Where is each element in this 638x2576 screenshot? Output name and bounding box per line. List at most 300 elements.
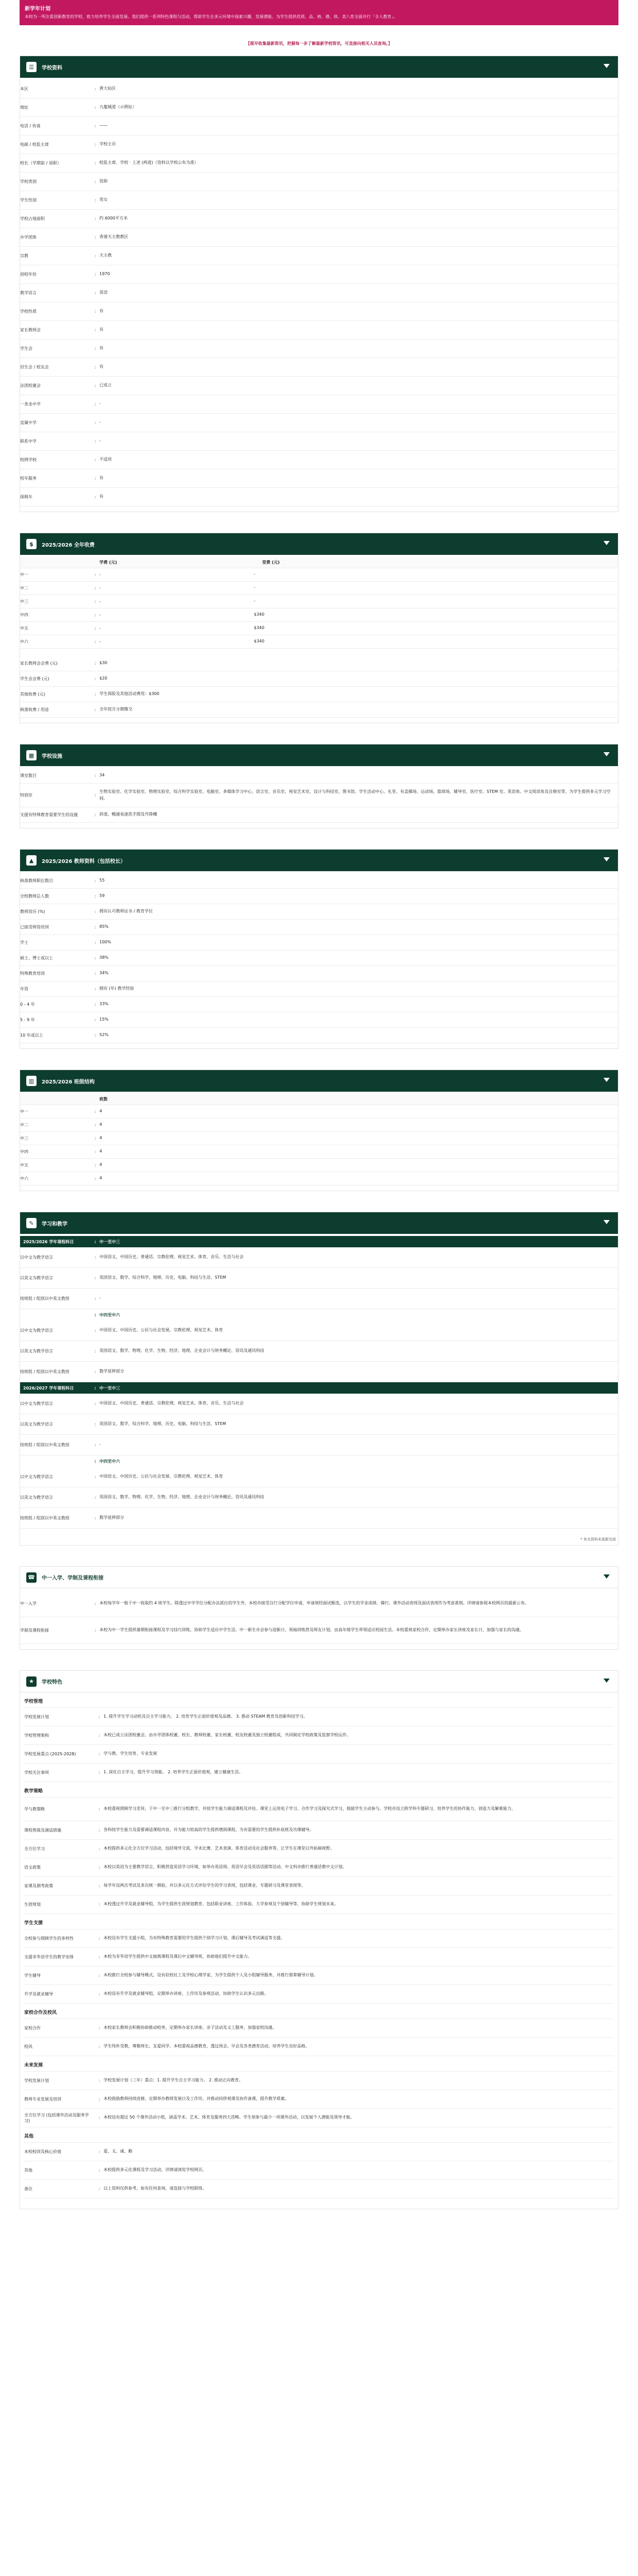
fee-other: - [254,599,255,604]
section-title: 学校设施 [42,753,62,759]
row-colon: : [94,1443,96,1447]
row-value: 本校以英语为主要教学语言，积极营造英语学习环境，如举办英语周、英语早会及英语话剧等活动。中文科亦推行普通话教中文计划。 [104,1865,347,1870]
row-label: 按班组 / 组别以中英文教授 [20,1443,70,1447]
row-value: 中国语文、中国历史、公民与社会发展、宗教伦理、视觉艺术、体育 [99,1328,223,1333]
section-header-subjects[interactable] [20,1212,618,1234]
row-colon: : [98,1902,100,1907]
row-colon: : [94,572,96,577]
year-bar [20,1455,618,1467]
row-colon: : [98,2187,100,2191]
section-header-classes[interactable] [20,1070,618,1092]
row-value: - [99,438,101,444]
row-value: 本校重视照顾学习差异，于中一至中三推行分组教学，并按学生能力调适课程及评估。课堂上运用电子学习、合作学习及探究式学习，鼓励学生主动参与。学校亦设立跨学科专题研习，培养学生的协作能力、创造力及解难能力。 [104,1806,515,1811]
row-label: 以中文为教学语言 [20,1401,53,1406]
row-colon: : [94,439,96,444]
info-row [24,2180,614,2198]
fee-tuition: - [99,586,101,590]
row-label: 硕士、博士或以上 [20,956,53,960]
row-label: 教师专业发展及培训 [24,2097,61,2102]
row-value: 本校设有升学及就业辅导组，定期举办讲座、工作坊及参观活动，协助学生认识多元出路。 [104,1991,268,1996]
row-value: 九龍城道（示例址） [99,105,136,110]
row-label: 以中文为教学语言 [20,1328,53,1333]
row-label: 法团校董会 [20,383,41,388]
row-label: 以英文为教学语言 [20,1422,53,1427]
info-row [20,1467,618,1487]
row-label: 以英文为教学语言 [20,1495,53,1500]
row-value: 有 [99,309,104,314]
facilities-list [20,766,618,828]
section-header-fees[interactable] [20,533,618,555]
row-colon: : [94,1176,96,1181]
info-row [20,889,618,904]
feature-group-title: 教学策略 [24,1782,614,1798]
banner-text: 本校为一所注重创新教育的学校，致力培养学生全面发展。我们提供一系列特色课程与活动，帮助学生在多元环境中探索兴趣、发展潜能。为学生提供优质、品、格、德、体、美八育全面并行「全人教育」。 [25,14,398,19]
section-title: 2025/2026 教师资料（包括校长） [42,858,126,865]
row-label: 旧生会 / 校友会 [20,365,49,369]
row-label: 家课及测考政策 [24,1884,53,1888]
row-colon: : [94,161,96,165]
info-row [24,2072,614,2090]
row-label: 中二 [20,586,28,590]
row-label: 学生性别 [20,198,37,202]
info-row [24,2161,614,2180]
row-label: 电话 / 传真 [20,124,41,128]
row-label: 中三 [20,599,28,604]
row-value: 学生保险及其他活动费用：$300 [99,691,160,697]
info-row [24,1948,614,1967]
announcement-banner [20,0,618,25]
row-value: 数学延伸部分 [99,1369,124,1374]
info-row [20,135,618,154]
row-label: 核准教师职位数目 [20,878,53,883]
chevron-down-icon[interactable] [603,64,610,68]
row-value: 本校提供多元化课程及学习活动，详情请浏览学校网页。 [104,2167,206,2173]
row-colon: : [94,383,96,388]
row-label: 中六 [20,639,28,644]
row-colon: : [98,2149,100,2154]
row-colon: : [94,987,96,991]
info-row [20,284,618,302]
row-label: 中五 [20,626,28,631]
row-colon: : [94,639,96,644]
row-colon: : [94,676,96,681]
banner-title: 新学年计划 [25,6,50,12]
row-value: $30 [99,660,108,666]
section-title: 2025/2026 全年收费 [42,542,95,548]
row-value: 不适用 [99,457,112,462]
row-label: 学与教策略 [24,1807,45,1811]
row-colon: : [94,272,96,277]
info-row [20,321,618,340]
row-value: - [99,420,101,425]
row-label: 家校合作 [24,2026,41,2030]
row-colon: : [94,586,96,590]
teachers-list [20,871,618,1048]
section-header-facilities[interactable] [20,744,618,766]
info-row [20,302,618,321]
row-colon: : [94,1459,96,1464]
row-value: 本校已成立法团校董会，由办学团体校董、校长、教师校董、家长校董、校友校董及独立校董组成，共同制定学校政策及监察学校运作。 [104,1733,351,1738]
fee-tuition: - [99,572,101,577]
row-label: 学校管理架构 [24,1733,49,1738]
section-title: 2025/2026 班级结构 [42,1079,95,1085]
row-colon: : [94,1385,96,1391]
info-row [24,1821,614,1840]
classes-table-header [20,1094,618,1105]
info-row [20,784,618,807]
chevron-down-icon[interactable] [603,1679,610,1683]
row-label: 中五 [20,1163,28,1167]
section-header-basic[interactable] [20,56,618,78]
row-label: 按班组 / 组别以中英文教授 [20,1296,70,1301]
row-label: 年资 [20,987,28,991]
info-row [20,98,618,117]
chevron-down-icon[interactable] [603,541,610,545]
year-bar-range: 中四至中六 [99,1312,120,1317]
fees-row [20,568,618,582]
row-label: 学校类别 [20,179,37,184]
section-title: 学习和教学 [42,1221,67,1227]
info-row [20,1435,618,1455]
phone-icon: ☎ [26,1572,37,1583]
info-row [20,265,618,284]
row-value: 拥有认可教师证书 / 教育学位 [99,909,153,914]
row-colon: : [94,793,96,798]
info-row [20,1590,618,1617]
row-colon: : [94,253,96,258]
row-colon: : [98,1733,100,1738]
row-colon: : [94,707,96,712]
fees-other-list [20,656,618,718]
row-label: 一条龙中学 [20,402,41,406]
fee-other: $340 [254,639,265,644]
year-bar-title: 2026/2027 学年课程科目 [23,1385,74,1391]
row-label: 以中文为教学语言 [20,1255,53,1260]
section-admission [20,1566,618,1650]
row-label: 特别室 [20,793,32,798]
row-value: 学校发展计划（三年）重点：1. 提升学生自主学习能力。 2. 推动正向教育。 [104,2078,243,2083]
row-label: 学制及课程衔接 [20,1628,49,1633]
row-value: 每学年设两次考试及多次统一测验，并以多元化方式评估学生的学习表现，包括课业、专题研习及课堂表现等。 [104,1883,305,1888]
row-value: 4 [99,1109,102,1114]
row-colon: : [94,940,96,945]
row-label: 中一 [20,1109,28,1114]
row-label: 学校发展计划 [24,1715,49,1719]
row-value: 数学延伸部分 [99,1515,124,1520]
info-row [20,1362,618,1382]
fees-row [20,582,618,595]
info-row [20,1159,618,1172]
row-value: 有 [99,346,104,351]
row-value: - [99,401,101,406]
row-label: 教师资历 (%) [20,909,45,914]
info-row [20,1268,618,1289]
section-subjects [20,1212,618,1546]
info-row [20,210,618,228]
row-label: 中二 [20,1123,28,1127]
row-colon: : [94,1136,96,1141]
row-colon: : [94,1149,96,1154]
row-label: 本区 [20,87,28,91]
chevron-down-icon[interactable] [603,1220,610,1224]
section-title: 学校资料 [42,65,62,71]
row-label: 全方位学习 [24,1846,45,1851]
info-row [24,1708,614,1726]
info-row [24,2090,614,2109]
chevron-down-icon[interactable] [603,752,610,756]
row-colon: : [94,402,96,406]
row-colon: : [94,692,96,697]
row-label: 10 年或以上 [20,1033,43,1038]
info-row [20,1508,618,1529]
row-value: 15% [99,1017,109,1022]
row-colon: : [98,1715,100,1719]
row-colon: : [94,346,96,351]
info-row [20,1247,618,1268]
row-label: 学校性质 [20,309,37,314]
row-colon: : [98,2026,100,2030]
info-row [20,807,618,823]
row-colon: : [94,179,96,184]
row-colon: : [94,1255,96,1260]
info-row [24,1745,614,1764]
chevron-down-icon[interactable] [603,857,610,861]
row-label: 办学团体 [20,235,37,240]
row-colon: : [98,2097,100,2102]
row-colon: : [98,1846,100,1851]
row-colon: : [94,1296,96,1301]
row-label: 地址 [20,105,28,110]
section-facilities [20,744,618,828]
row-label: 校网学校 [20,457,37,462]
row-label: 中四 [20,1149,28,1154]
row-label: 其他收费 (元) [20,692,45,697]
row-value: 本校家长教师会积极协助推动校务，定期举办家长讲座、亲子活动及义工服务，加强家校沟通。 [104,2025,277,2030]
row-label: 语文政策 [24,1865,41,1870]
row-colon: : [94,1033,96,1038]
row-label: 教学语言 [20,291,37,295]
row-colon: : [94,105,96,110]
row-label: 学校发展计划 [24,2078,49,2083]
row-colon: : [94,1018,96,1022]
row-colon: : [94,309,96,314]
row-colon: : [98,2168,100,2173]
row-colon: : [94,1475,96,1479]
info-row [20,488,618,506]
fee-tuition: - [99,613,101,617]
row-colon: : [94,124,96,128]
row-value: 约 6000平方米 [99,216,128,221]
section-title: 学校特色 [42,1680,62,1685]
row-value: 本校为非华语学生提供中文抽离课程及课后中文辅导班，协助他们提升中文能力。 [104,1954,252,1959]
fee-other: - [254,585,255,590]
row-label: 学生会 [20,346,32,351]
feature-group-title: 未来发展 [24,2056,614,2072]
year-bar [20,1236,618,1247]
fees-row [20,635,618,649]
chevron-down-icon[interactable] [603,1078,610,1082]
row-value: 52% [99,1032,109,1038]
pencil-icon: ✎ [26,1218,37,1228]
row-colon: : [98,1770,100,1775]
row-colon: : [98,1828,100,1833]
info-row [20,469,618,488]
info-row [20,1394,618,1414]
section-header-features[interactable] [20,1671,618,1692]
info-row [24,1858,614,1877]
info-row [20,1414,618,1435]
info-row [20,1118,618,1132]
row-value: 中国语文、中国历史、普通话、宗教伦理、视觉艺术、体育、音乐、生活与社会 [99,1401,244,1406]
row-label: 学校占地面积 [20,216,45,221]
row-value: 以上资料仅供参考，如有任何查询，请直接与学校联络。 [104,2186,206,2191]
info-row [20,228,618,247]
row-value: 55 [99,878,105,883]
row-value: $20 [99,676,108,681]
info-row [24,1895,614,1914]
row-value: 香港天主教教区 [99,234,128,240]
row-value: 各科按学生能力及需要调适课程内容，并为能力较高的学生提供增润课程，为有需要的学生提供补底班及功课辅导。 [104,1827,314,1833]
row-value: 学与教、学生培育、专业发展 [104,1751,157,1756]
classes-header: 班数 [99,1097,108,1101]
row-colon: : [94,925,96,929]
teacher-icon: ▲ [26,855,37,866]
row-colon: : [94,1516,96,1520]
info-row [20,1028,618,1043]
info-row [20,1172,618,1185]
row-colon: : [94,1601,96,1606]
row-value: 英语 [99,290,108,295]
row-value: 英国语文、数学、物理、化学、生物、经济、地理、企业会计与财务概论、资讯及通讯科技 [99,1495,264,1500]
row-label: 创校年份 [20,272,37,277]
info-row [20,904,618,920]
row-colon: : [94,1628,96,1633]
section-header-admission[interactable] [20,1567,618,1588]
chevron-down-icon[interactable] [603,1574,610,1579]
row-colon: : [98,1992,100,1996]
info-row [20,1487,618,1508]
row-colon: : [94,476,96,481]
row-colon: : [94,1312,96,1317]
row-value: 本校鼓励教师持续进修，定期举办教师发展日及工作坊，并推动同侪观课及协作备课，提升教学质素。 [104,2096,289,2102]
row-colon: : [98,2044,100,2049]
row-colon: : [94,626,96,631]
row-label: 生涯规划 [24,1902,41,1907]
row-colon: : [94,457,96,462]
info-row [20,173,618,191]
row-value: 1. 深化自主学习，提升学习效能。 2. 培养学生正面价值观，建立健康生活。 [104,1770,243,1775]
row-value: 本校推行全校参与辅导模式，设有驻校社工及学校心理学家，为学生提供个人及小组辅导服务，并推行朋辈辅导计划。 [104,1973,318,1978]
row-label: 全校教师总人数 [20,894,49,899]
row-value: 英国语文、数学、物理、化学、生物、经济、地理、企业会计与财务概论、资讯及通讯科技 [99,1348,264,1353]
row-value: —— [99,123,108,128]
row-colon: : [94,328,96,332]
info-row [20,154,618,173]
info-row [20,117,618,135]
row-value: 中国语文、中国历史、公民与社会发展、宗教伦理、视觉艺术、体育 [99,1474,223,1479]
fees-row [20,595,618,608]
section-features [20,1670,618,2209]
row-colon: : [94,956,96,960]
row-label: 中一入学 [20,1601,37,1606]
info-row [20,451,618,469]
row-colon: : [94,1349,96,1353]
row-colon: : [98,1807,100,1811]
fees-header-other: 堂费 (元) [262,560,280,565]
row-colon: : [94,1123,96,1127]
row-colon: : [94,1422,96,1427]
year-bar-range: 中四至中六 [99,1459,120,1464]
list-icon: ☰ [26,62,37,72]
row-value: 59 [99,893,105,899]
row-colon: : [94,1002,96,1007]
row-label: 其他 [24,2168,32,2173]
info-row [20,1617,618,1644]
row-label: 中三 [20,1136,28,1141]
info-row [20,951,618,966]
row-colon: : [94,773,96,778]
row-label: 学生辅导 [24,1973,41,1978]
row-label: 支援非华语学生的教学安排 [24,1955,74,1959]
section-header-teachers[interactable] [20,850,618,871]
info-row [20,702,618,718]
row-label: 全校参与照顾学生的多样性 [24,1936,74,1941]
row-value: 1970 [99,272,110,277]
info-row [20,191,618,210]
subjects-list [20,1234,618,1534]
row-colon: : [94,909,96,914]
row-value: 85% [99,924,109,929]
row-value: 有 [99,494,104,499]
row-colon: : [98,2115,100,2120]
subjects-note: * 有关资料未更新完成 [580,1537,616,1541]
row-value: 资助 [99,179,108,184]
row-colon: : [94,420,96,425]
fee-other: $340 [254,625,265,631]
info-row [20,981,618,997]
row-value: 有 [99,327,104,332]
row-colon: : [94,1239,96,1244]
row-value: 拥有 (年) 教学经验 [99,986,134,991]
row-value: 33% [99,1002,109,1007]
info-row [20,432,618,451]
fees-header-tuition: 学费 (元) [99,560,117,565]
row-value: 本校设有学生支援小组，为有特殊教育需要的学生提供个别学习计划、课后辅导及考试调适等支援。 [104,1936,285,1941]
row-value: 英国语文、数学、综合科学、地理、历史、电脑、科技与生活、STEM [99,1421,226,1427]
row-value: 黄大仙区 [99,86,116,91]
row-colon: : [94,365,96,369]
info-row [24,2143,614,2161]
row-colon: : [98,1955,100,1959]
info-row [20,873,618,889]
admission-list [20,1588,618,1649]
row-label: 核准收费 / 用途 [20,707,49,712]
row-colon: : [98,1752,100,1756]
row-value: 34% [99,971,109,976]
row-value: 本校设有超过 50 个课外活动小组，涵盖学术、艺术、体育及服务四大范畴。学生须参与最少一项课外活动，以发展个人潜能及领导才能。 [104,2115,355,2120]
year-bar-range: 中一至中三 [99,1239,120,1244]
star-icon: ★ [26,1676,37,1687]
row-value: 4 [99,1136,102,1141]
row-colon: : [94,235,96,240]
info-row [20,920,618,935]
row-value: 英国语文、数学、综合科学、地理、历史、电脑、科技与生活、STEM [99,1275,226,1280]
fee-other: - [254,572,255,577]
row-colon: : [94,599,96,604]
info-row [24,2019,614,2038]
row-label: 5 - 9 年 [20,1018,35,1022]
row-value: - [99,1296,101,1301]
